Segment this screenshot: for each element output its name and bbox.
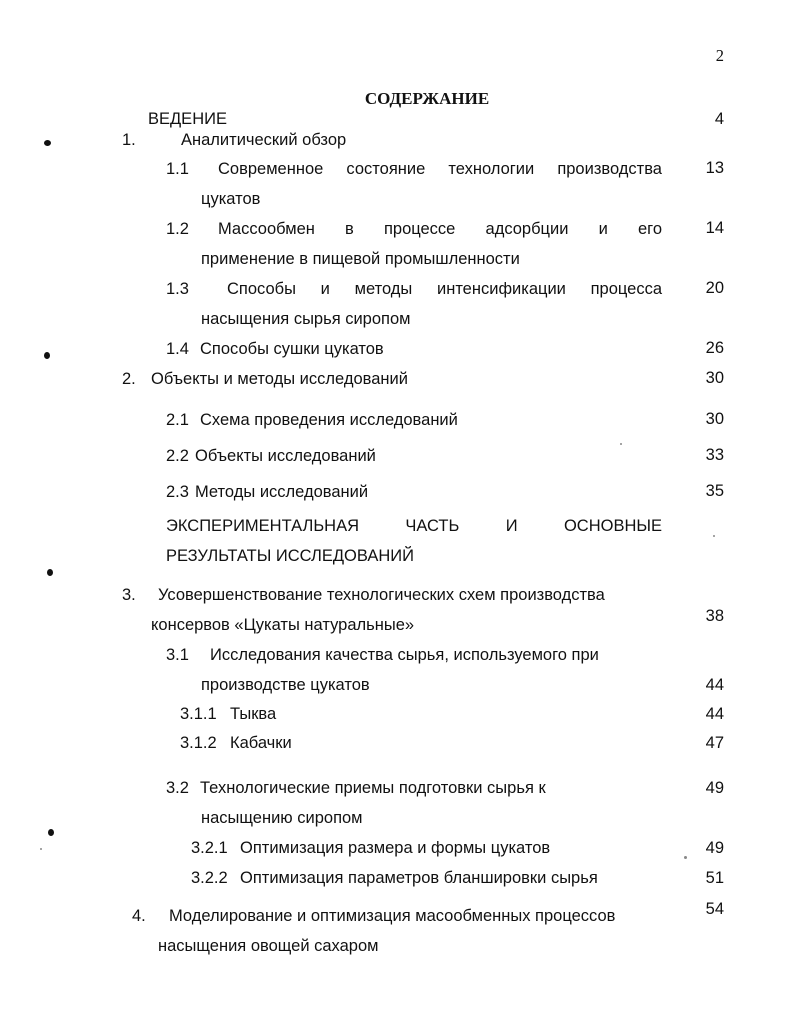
- toc-s3-1-page: 44: [705, 676, 724, 694]
- toc-word: методы: [354, 280, 413, 298]
- scan-speck: [684, 856, 687, 859]
- scan-speck: [620, 443, 622, 445]
- toc-s3-2-1-number: 3.2.1: [191, 839, 228, 857]
- punch-mark: [47, 569, 53, 576]
- toc-ch3-page: 38: [705, 607, 724, 625]
- toc-word: Способы: [227, 280, 296, 298]
- toc-word: Массообмен: [218, 220, 315, 238]
- toc-s3-2-1-page: 49: [705, 839, 724, 857]
- toc-s3-1-1-title: Тыква: [230, 705, 277, 723]
- toc-s3-1-line1: Исследования качества сырья, используемого при: [210, 646, 599, 664]
- toc-ch3-line2: консервов «Цукаты натуральные»: [151, 616, 415, 634]
- page-title: СОДЕРЖАНИЕ: [364, 89, 490, 108]
- toc-ch4-line2: насыщения овощей сахаром: [158, 937, 379, 955]
- toc-word: адсорбции: [485, 220, 569, 238]
- toc-word: и: [598, 220, 608, 238]
- toc-s3-2-line1: Технологические приемы подготовки сырья к: [200, 779, 546, 797]
- toc-word: ОСНОВНЫЕ: [563, 517, 662, 535]
- toc-word: производства: [557, 160, 662, 178]
- punch-mark: [44, 140, 51, 146]
- toc-word: интенсификации: [436, 280, 566, 298]
- toc-s2-1-title: Схема проведения исследований: [200, 411, 458, 429]
- toc-word: процессе: [383, 220, 456, 238]
- punch-mark: [44, 352, 50, 359]
- toc-s1-1-number: 1.1: [166, 160, 189, 178]
- toc-s2-3-page: 35: [705, 482, 724, 500]
- toc-s3-1-2-title: Кабачки: [230, 734, 292, 752]
- toc-intro-page: 4: [714, 110, 724, 128]
- toc-word: ЧАСТЬ: [405, 517, 460, 535]
- toc-exp-line2: РЕЗУЛЬТАТЫ ИССЛЕДОВАНИЙ: [166, 547, 414, 565]
- toc-s2-2-page: 33: [705, 446, 724, 464]
- toc-ch3-line1: Усовершенствование технологических схем производства: [158, 586, 605, 604]
- toc-s2-1-page: 30: [705, 410, 724, 428]
- toc-s1-3-page: 20: [705, 279, 724, 297]
- toc-ch2-page: 30: [705, 369, 724, 387]
- toc-ch4-page: 54: [705, 900, 724, 918]
- toc-ch1-number: 1.: [122, 131, 136, 149]
- toc-s1-4-title: Способы сушки цукатов: [200, 340, 384, 358]
- toc-s3-1-1-number: 3.1.1: [180, 705, 217, 723]
- toc-s3-1-number: 3.1: [166, 646, 189, 664]
- toc-s1-1-line1: [218, 159, 662, 179]
- toc-s3-1-line2: производстве цукатов: [201, 676, 370, 694]
- toc-word: его: [637, 220, 662, 238]
- toc-word: ЭКСПЕРИМЕНТАЛЬНАЯ: [166, 517, 359, 535]
- page-number: 2: [715, 46, 724, 65]
- toc-ch3-number: 3.: [122, 586, 136, 604]
- toc-ch2-number: 2.: [122, 370, 136, 388]
- toc-s3-2-2-page: 51: [705, 869, 724, 887]
- toc-word: И: [505, 517, 518, 535]
- scan-speck: [713, 535, 715, 537]
- toc-s2-2-title: Объекты исследований: [195, 447, 376, 465]
- toc-word: технологии: [448, 160, 535, 178]
- toc-word: в: [345, 220, 354, 238]
- toc-s1-4-number: 1.4: [166, 340, 189, 358]
- toc-exp-line1: [166, 516, 662, 536]
- toc-s3-1-2-number: 3.1.2: [180, 734, 217, 752]
- toc-s1-2-number: 1.2: [166, 220, 189, 238]
- toc-s1-2-line2: применение в пищевой промышленности: [201, 250, 520, 268]
- toc-s3-1-1-page: 44: [705, 705, 724, 723]
- toc-s3-2-page: 49: [705, 779, 724, 797]
- toc-s1-2-page: 14: [705, 219, 724, 237]
- toc-ch2-title: Объекты и методы исследований: [151, 370, 408, 388]
- toc-word: и: [320, 280, 330, 298]
- toc-s3-2-line2: насыщению сиропом: [201, 809, 363, 827]
- toc-s2-3-number: 2.3: [166, 483, 189, 501]
- toc-s3-1-2-page: 47: [705, 734, 724, 752]
- toc-s1-2-line1: [218, 219, 662, 239]
- toc-s2-1-number: 2.1: [166, 411, 189, 429]
- toc-s1-4-page: 26: [705, 339, 724, 357]
- scan-speck: [40, 848, 42, 850]
- toc-s2-3-title: Методы исследований: [195, 483, 369, 501]
- toc-s1-3-number: 1.3: [166, 280, 189, 298]
- toc-ch1-title: Аналитический обзор: [181, 131, 347, 149]
- toc-word: состояние: [346, 160, 426, 178]
- toc-s3-2-number: 3.2: [166, 779, 189, 797]
- punch-mark: [48, 829, 54, 836]
- toc-word: Современное: [218, 160, 324, 178]
- toc-s1-1-line2: цукатов: [201, 190, 261, 208]
- toc-ch4-number: 4.: [132, 907, 146, 925]
- toc-ch4-line1: Моделирование и оптимизация масообменных процессов: [169, 907, 616, 925]
- toc-s1-1-page: 13: [705, 159, 724, 177]
- toc-s3-2-2-number: 3.2.2: [191, 869, 228, 887]
- toc-s3-2-2-title: Оптимизация параметров бланшировки сырья: [240, 869, 598, 887]
- toc-s2-2-number: 2.2: [166, 447, 189, 465]
- toc-s1-3-line1: [227, 279, 662, 299]
- toc-s1-3-line2: насыщения сырья сиропом: [201, 310, 411, 328]
- toc-word: процесса: [590, 280, 662, 298]
- toc-s3-2-1-title: Оптимизация размера и формы цукатов: [240, 839, 551, 857]
- toc-intro-label: ВЕДЕНИЕ: [148, 110, 227, 128]
